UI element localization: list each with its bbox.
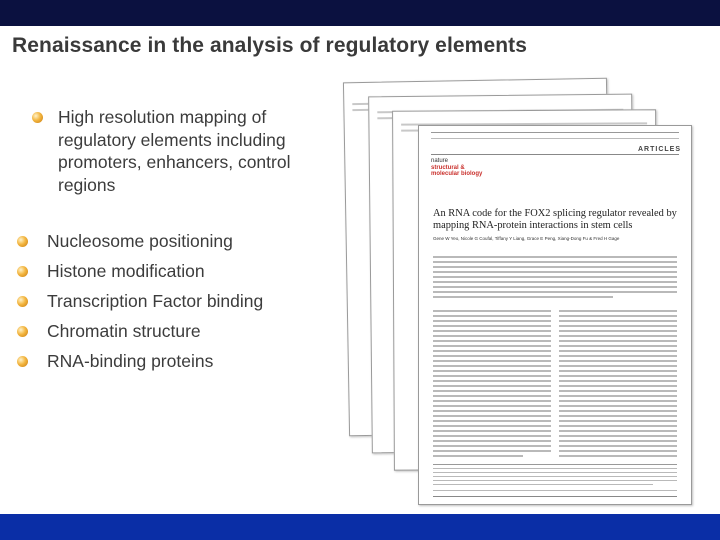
- bottom-bar: [0, 514, 720, 540]
- paper-front-page: [418, 125, 692, 505]
- slide-title: Renaissance in the analysis of regulatory elements: [12, 34, 528, 57]
- bullet-text-3: Histone modification: [47, 261, 205, 281]
- top-bar: [0, 0, 720, 26]
- bullet-icon: [17, 326, 28, 337]
- bullet-text-2: Nucleosome positioning: [47, 231, 233, 251]
- bullet-icon: [17, 266, 28, 277]
- bullet-icon: [32, 112, 43, 123]
- bullet-icon: [17, 236, 28, 247]
- article-title: An RNA code for the FOX2 splicing regulator revealed by mapping RNA-protein interactions in stem cells: [433, 208, 677, 231]
- bullet-icon: [17, 296, 28, 307]
- journal-logo: nature structural & molecular biology: [431, 158, 483, 177]
- bullet-text-6: RNA-binding proteins: [47, 351, 214, 371]
- bullet-text-4: Transcription Factor binding: [47, 291, 264, 311]
- bullet-text-5: Chromatin structure: [47, 321, 201, 341]
- section-label: ARTICLES: [638, 146, 681, 153]
- bullet-text-1: High resolution mapping of regulatory elements including promoters, enhancers, control regions: [58, 107, 291, 195]
- article-authors: Gene W Yeo, Nicole G Coufal, Tiffany Y Liang, Grace E Peng, Xiang-Dong Fu & Fred H Gage: [433, 236, 620, 241]
- bullet-icon: [17, 356, 28, 367]
